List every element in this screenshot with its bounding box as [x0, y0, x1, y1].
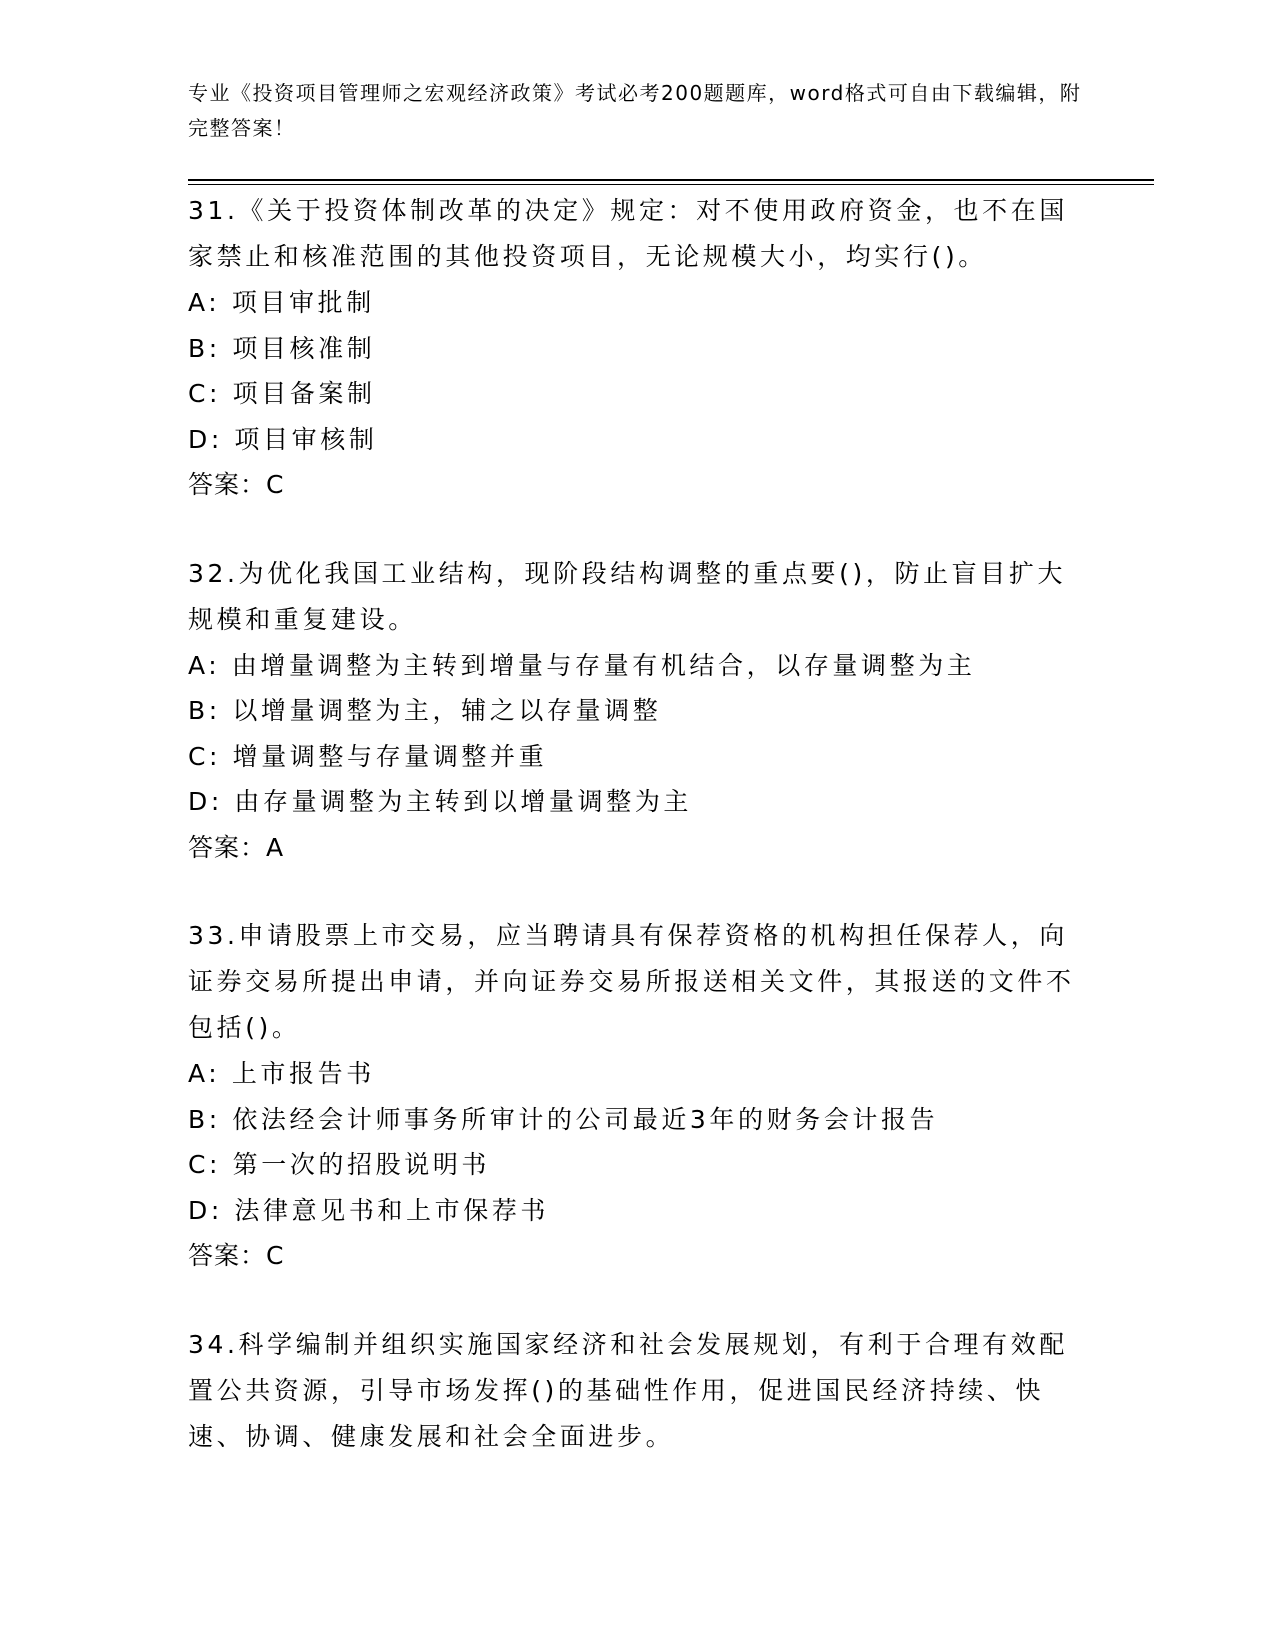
option-a: A: 项目审批制: [188, 288, 375, 317]
option-c: C: 项目备案制: [188, 379, 376, 408]
option-c: C: 第一次的招股说明书: [188, 1150, 491, 1179]
question-34: [188, 1322, 1088, 1460]
question-stem: 31.《关于投资体制改革的决定》规定：对不使用政府资金，也不在国家禁止和核准范围的其他投资项目，无论规模大小，均实行()。: [188, 196, 1068, 271]
question-33: [188, 913, 1088, 1279]
header-divider: [188, 179, 1154, 185]
question-stem: 33.申请股票上市交易，应当聘请具有保荐资格的机构担任保荐人，向证券交易所提出申请，并向证券交易所报送相关文件，其报送的文件不包括()。: [188, 921, 1075, 1042]
question-stem: 32.为优化我国工业结构，现阶段结构调整的重点要()，防止盲目扩大规模和重复建设。: [188, 558, 1067, 634]
option-d: D: 项目审核制: [188, 424, 378, 454]
option-d: D: 由存量调整为主转到以增量调整为主: [188, 787, 693, 816]
option-b: B: 依法经会计师事务所审计的公司最近3年的财务会计报告: [188, 1104, 939, 1134]
option-c: C: 增量调整与存量调整并重: [188, 741, 548, 771]
option-d: D: 法律意见书和上市保荐书: [188, 1195, 550, 1225]
question-list: [188, 188, 1088, 1503]
answer-line: 答案：C: [188, 470, 285, 499]
option-a: A: 由增量调整为主转到增量与存量有机结合，以存量调整为主: [188, 650, 976, 680]
option-b: B: 项目核准制: [188, 333, 376, 363]
question-32: [188, 551, 1088, 871]
answer-line: 答案：A: [188, 832, 285, 862]
option-b: B: 以增量调整为主，辅之以存量调整: [188, 696, 662, 725]
answer-line: 答案：C: [188, 1241, 285, 1270]
option-a: A: 上市报告书: [188, 1059, 375, 1088]
document-header: 专业《投资项目管理师之宏观经济政策》考试必考200题题库，word格式可自由下载编辑，附完整答案！: [188, 81, 1082, 140]
question-31: [188, 188, 1088, 508]
question-stem: 34.科学编制并组织实施国家经济和社会发展规划，有利于合理有效配置公共资源，引导市场发挥()的基础性作用，促进国民经济持续、快速、协调、健康发展和社会全面进步。: [188, 1329, 1068, 1451]
